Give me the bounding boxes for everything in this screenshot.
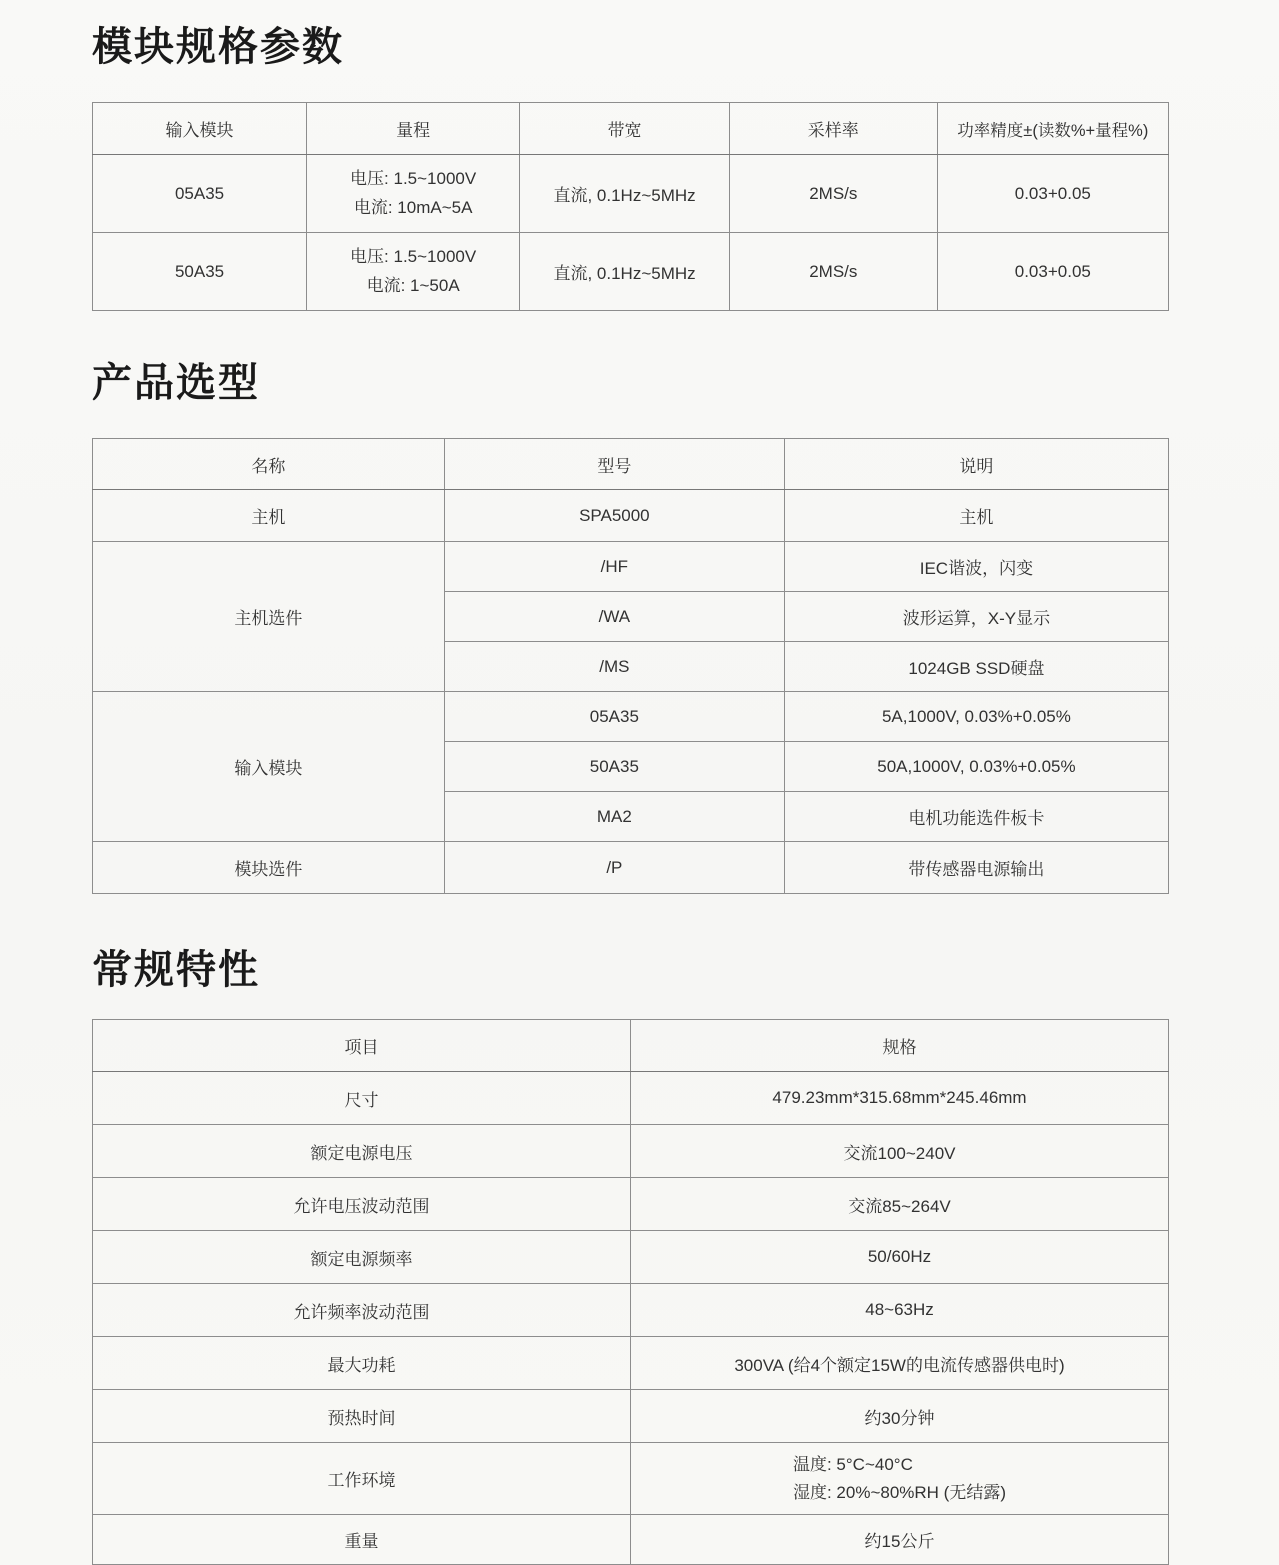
- product-selection-header-row: [93, 439, 1169, 490]
- cell-item: 最大功耗: [93, 1337, 631, 1390]
- header-range: 量程: [307, 103, 520, 155]
- header-bandwidth: 带宽: [520, 103, 730, 155]
- table-row: [93, 233, 1169, 311]
- general-features-table: [92, 1019, 1169, 1565]
- cell-model: /P: [444, 842, 784, 894]
- cell-item: 允许频率波动范围: [93, 1284, 631, 1337]
- cell-spec: 48~63Hz: [631, 1284, 1169, 1337]
- cell-item: 重量: [93, 1515, 631, 1565]
- cell-sample-rate: 2MS/s: [729, 155, 937, 233]
- environment-temperature: 温度: 5°C~40°C: [792, 1455, 913, 1475]
- range-current: 电流: 1~50A: [366, 275, 460, 295]
- table-row: [93, 1125, 1169, 1178]
- cell-spec: 交流100~240V: [631, 1125, 1169, 1178]
- table-row: [93, 542, 1169, 592]
- header-power-accuracy: 功率精度±(读数%+量程%): [937, 103, 1168, 155]
- cell-item: 工作环境: [93, 1443, 631, 1515]
- module-specs-table: [92, 102, 1169, 311]
- table-row: [93, 1443, 1169, 1515]
- cell-item: 额定电源电压: [93, 1125, 631, 1178]
- header-input-module: 输入模块: [93, 103, 307, 155]
- cell-model: 50A35: [444, 742, 784, 792]
- general-features-header-row: [93, 1020, 1169, 1072]
- cell-item: 尺寸: [93, 1072, 631, 1125]
- cell-item: 额定电源频率: [93, 1231, 631, 1284]
- cell-spec: 交流85~264V: [631, 1178, 1169, 1231]
- cell-description: 1024GB SSD硬盘: [784, 642, 1168, 692]
- table-row: [93, 1231, 1169, 1284]
- environment-humidity: 湿度: 20%~80%RH (无结露): [792, 1482, 1007, 1502]
- cell-bandwidth: 直流, 0.1Hz~5MHz: [520, 155, 730, 233]
- cell-description: IEC谐波，闪变: [784, 542, 1168, 592]
- cell-bandwidth: 直流, 0.1Hz~5MHz: [520, 233, 730, 311]
- page-content: [92, 0, 1169, 1565]
- cell-power-accuracy: 0.03+0.05: [937, 155, 1168, 233]
- cell-spec: [631, 1443, 1169, 1515]
- header-sample-rate: 采样率: [729, 103, 937, 155]
- cell-description: 主机: [784, 490, 1168, 542]
- cell-power-accuracy: 0.03+0.05: [937, 233, 1168, 311]
- cell-model: /WA: [444, 592, 784, 642]
- range-voltage: 电压: 1.5~1000V: [350, 169, 477, 189]
- header-model: 型号: [444, 439, 784, 490]
- cell-description: 带传感器电源输出: [784, 842, 1168, 894]
- product-selection-table: [92, 438, 1169, 894]
- cell-range: [307, 233, 520, 311]
- section-title-general-features: 常规特性: [92, 948, 260, 992]
- environment-spec: [793, 1451, 1006, 1505]
- cell-module: 50A35: [93, 233, 307, 311]
- cell-module: 05A35: [93, 155, 307, 233]
- cell-spec: 约30分钟: [631, 1390, 1169, 1443]
- cell-spec: 479.23mm*315.68mm*245.46mm: [631, 1072, 1169, 1125]
- cell-description: 50A,1000V, 0.03%+0.05%: [784, 742, 1168, 792]
- range-current: 电流: 10mA~5A: [353, 197, 473, 217]
- header-spec: 规格: [631, 1020, 1169, 1072]
- cell-item: 预热时间: [93, 1390, 631, 1443]
- cell-model: /MS: [444, 642, 784, 692]
- section-title-module-specs: 模块规格参数: [92, 25, 344, 69]
- cell-group-name: 主机: [93, 490, 445, 542]
- cell-group-name: 主机选件: [93, 542, 445, 692]
- table-row: [93, 1284, 1169, 1337]
- table-row: [93, 1390, 1169, 1443]
- cell-description: 电机功能选件板卡: [784, 792, 1168, 842]
- header-name: 名称: [93, 439, 445, 490]
- cell-item: 允许电压波动范围: [93, 1178, 631, 1231]
- table-row: [93, 692, 1169, 742]
- cell-group-name: 模块选件: [93, 842, 445, 894]
- cell-spec: 约15公斤: [631, 1515, 1169, 1565]
- section-title-product-selection: 产品选型: [92, 361, 260, 405]
- table-row: [93, 1337, 1169, 1390]
- table-row: [93, 155, 1169, 233]
- range-voltage: 电压: 1.5~1000V: [350, 247, 477, 267]
- header-item: 项目: [93, 1020, 631, 1072]
- cell-spec: 300VA (给4个额定15W的电流传感器供电时): [631, 1337, 1169, 1390]
- cell-description: 波形运算，X-Y显示: [784, 592, 1168, 642]
- table-row: [93, 842, 1169, 894]
- cell-spec: 50/60Hz: [631, 1231, 1169, 1284]
- module-specs-header-row: [93, 103, 1169, 155]
- cell-group-name: 输入模块: [93, 692, 445, 842]
- header-description: 说明: [784, 439, 1168, 490]
- table-row: [93, 1515, 1169, 1565]
- cell-range: [307, 155, 520, 233]
- cell-model: 05A35: [444, 692, 784, 742]
- cell-model: /HF: [444, 542, 784, 592]
- table-row: [93, 1178, 1169, 1231]
- table-row: [93, 490, 1169, 542]
- cell-description: 5A,1000V, 0.03%+0.05%: [784, 692, 1168, 742]
- cell-model: MA2: [444, 792, 784, 842]
- cell-model: SPA5000: [444, 490, 784, 542]
- table-row: [93, 1072, 1169, 1125]
- cell-sample-rate: 2MS/s: [729, 233, 937, 311]
